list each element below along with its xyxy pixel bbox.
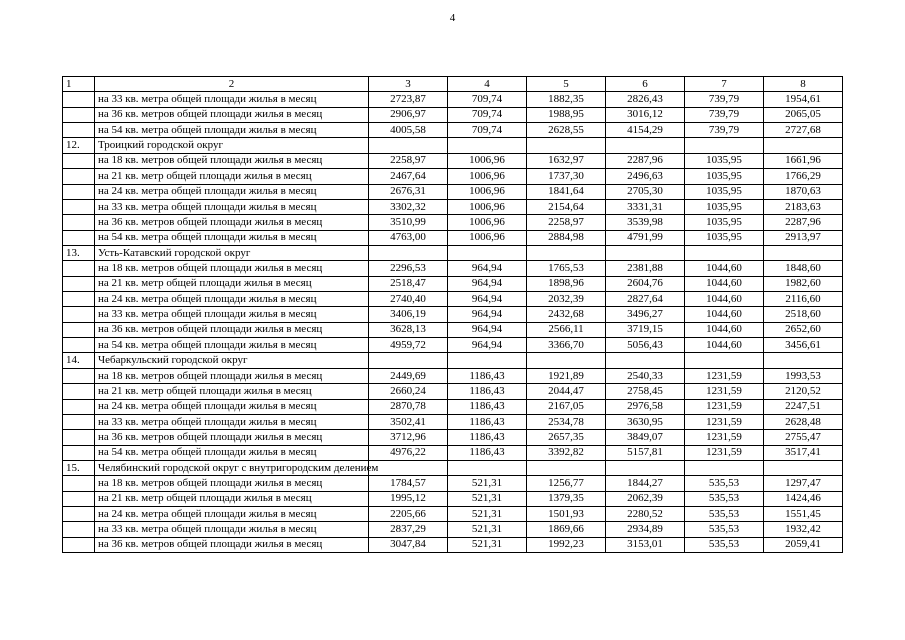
value-cell: 2534,78: [527, 414, 606, 429]
value-cell: 1424,46: [764, 491, 843, 506]
value-cell: 2705,30: [606, 184, 685, 199]
value-cell: 1035,95: [685, 153, 764, 168]
value-cell: 1006,96: [448, 153, 527, 168]
row-label: на 33 кв. метра общей площади жилья в месяц: [95, 199, 369, 214]
empty-cell: [63, 384, 95, 399]
table-row: [63, 476, 843, 491]
value-cell: 2518,47: [369, 276, 448, 291]
value-cell: 1006,96: [448, 184, 527, 199]
empty-cell: [63, 399, 95, 414]
value-cell: 2432,68: [527, 307, 606, 322]
empty-cell: [764, 460, 843, 475]
section-row: [63, 460, 843, 475]
value-cell: 1035,95: [685, 184, 764, 199]
value-cell: 1006,96: [448, 215, 527, 230]
value-cell: 2676,31: [369, 184, 448, 199]
value-cell: 3047,84: [369, 537, 448, 552]
value-cell: 2247,51: [764, 399, 843, 414]
value-cell: 4154,29: [606, 123, 685, 138]
value-cell: 964,94: [448, 322, 527, 337]
value-cell: 1551,45: [764, 507, 843, 522]
value-cell: 3302,32: [369, 199, 448, 214]
table-row: [63, 445, 843, 460]
value-cell: 1231,59: [685, 384, 764, 399]
value-cell: 4791,99: [606, 230, 685, 245]
value-cell: 2032,39: [527, 292, 606, 307]
empty-cell: [63, 338, 95, 353]
value-cell: 1766,29: [764, 169, 843, 184]
value-cell: 4005,58: [369, 123, 448, 138]
value-cell: 2652,60: [764, 322, 843, 337]
value-cell: 2660,24: [369, 384, 448, 399]
value-cell: 1954,61: [764, 92, 843, 107]
empty-cell: [63, 261, 95, 276]
value-cell: 1035,95: [685, 230, 764, 245]
row-label: на 24 кв. метра общей площади жилья в месяц: [95, 399, 369, 414]
value-cell: 2566,11: [527, 322, 606, 337]
value-cell: 2296,53: [369, 261, 448, 276]
value-cell: 709,74: [448, 107, 527, 122]
empty-cell: [63, 123, 95, 138]
value-cell: 3392,82: [527, 445, 606, 460]
value-cell: 2837,29: [369, 522, 448, 537]
value-cell: 1988,95: [527, 107, 606, 122]
value-cell: 1632,97: [527, 153, 606, 168]
empty-cell: [606, 460, 685, 475]
value-cell: 535,53: [685, 522, 764, 537]
value-cell: 4976,22: [369, 445, 448, 460]
value-cell: 1231,59: [685, 399, 764, 414]
value-cell: 1784,57: [369, 476, 448, 491]
table-row: [63, 230, 843, 245]
value-cell: 2884,98: [527, 230, 606, 245]
row-label: на 36 кв. метров общей площади жилья в месяц: [95, 322, 369, 337]
value-cell: 2258,97: [369, 153, 448, 168]
row-label: на 36 кв. метров общей площади жилья в месяц: [95, 107, 369, 122]
value-cell: 2287,96: [606, 153, 685, 168]
value-cell: 2540,33: [606, 368, 685, 383]
section-row: [63, 245, 843, 260]
empty-cell: [63, 230, 95, 245]
value-cell: 2727,68: [764, 123, 843, 138]
empty-cell: [448, 245, 527, 260]
empty-cell: [527, 353, 606, 368]
empty-cell: [527, 245, 606, 260]
table-row: [63, 399, 843, 414]
empty-cell: [63, 368, 95, 383]
row-label: на 36 кв. метров общей площади жилья в месяц: [95, 537, 369, 552]
table-row: [63, 199, 843, 214]
value-cell: 3406,19: [369, 307, 448, 322]
value-cell: 3628,13: [369, 322, 448, 337]
value-cell: 2120,52: [764, 384, 843, 399]
empty-cell: [63, 169, 95, 184]
value-cell: 3331,31: [606, 199, 685, 214]
value-cell: 1379,35: [527, 491, 606, 506]
empty-cell: [63, 414, 95, 429]
value-cell: 1006,96: [448, 230, 527, 245]
value-cell: 1044,60: [685, 307, 764, 322]
empty-cell: [448, 460, 527, 475]
table-row: [63, 368, 843, 383]
empty-cell: [685, 460, 764, 475]
value-cell: 709,74: [448, 92, 527, 107]
row-label: на 21 кв. метр общей площади жилья в месяц: [95, 384, 369, 399]
empty-cell: [685, 138, 764, 153]
value-cell: 2183,63: [764, 199, 843, 214]
value-cell: 2449,69: [369, 368, 448, 383]
table-row: [63, 107, 843, 122]
value-cell: 2826,43: [606, 92, 685, 107]
value-cell: 964,94: [448, 261, 527, 276]
empty-cell: [369, 460, 448, 475]
empty-cell: [63, 184, 95, 199]
value-cell: 1995,12: [369, 491, 448, 506]
value-cell: 1737,30: [527, 169, 606, 184]
value-cell: 1231,59: [685, 445, 764, 460]
empty-cell: [369, 245, 448, 260]
row-label: на 36 кв. метров общей площади жилья в месяц: [95, 215, 369, 230]
section-title: Усть-Катавский городской округ: [95, 245, 369, 260]
row-label: на 36 кв. метров общей площади жилья в месяц: [95, 430, 369, 445]
empty-cell: [63, 92, 95, 107]
value-cell: 1841,64: [527, 184, 606, 199]
value-cell: 1186,43: [448, 384, 527, 399]
value-cell: 964,94: [448, 338, 527, 353]
value-cell: 521,31: [448, 537, 527, 552]
value-cell: 535,53: [685, 507, 764, 522]
value-cell: 1044,60: [685, 292, 764, 307]
value-cell: 2628,55: [527, 123, 606, 138]
value-cell: 1882,35: [527, 92, 606, 107]
value-cell: 3496,27: [606, 307, 685, 322]
value-cell: 3517,41: [764, 445, 843, 460]
section-title: Челябинский городской округ с внутригородским делением: [95, 460, 369, 475]
value-cell: 1035,95: [685, 199, 764, 214]
empty-cell: [764, 353, 843, 368]
value-cell: 1035,95: [685, 169, 764, 184]
section-row: [63, 138, 843, 153]
value-cell: 1870,63: [764, 184, 843, 199]
row-label: на 21 кв. метр общей площади жилья в месяц: [95, 491, 369, 506]
value-cell: 521,31: [448, 522, 527, 537]
value-cell: 1848,60: [764, 261, 843, 276]
value-cell: 1661,96: [764, 153, 843, 168]
value-cell: 2280,52: [606, 507, 685, 522]
tariff-table-body: [63, 77, 843, 553]
empty-cell: [606, 353, 685, 368]
value-cell: 3502,41: [369, 414, 448, 429]
value-cell: 2167,05: [527, 399, 606, 414]
value-cell: 1231,59: [685, 430, 764, 445]
empty-cell: [764, 245, 843, 260]
section-title: Троицкий городской округ: [95, 138, 369, 153]
value-cell: 2467,64: [369, 169, 448, 184]
value-cell: 2657,35: [527, 430, 606, 445]
row-label: на 18 кв. метров общей площади жилья в месяц: [95, 153, 369, 168]
tariff-table: [62, 76, 843, 553]
table-row: [63, 153, 843, 168]
table-row: [63, 292, 843, 307]
empty-cell: [63, 537, 95, 552]
value-cell: 1921,89: [527, 368, 606, 383]
table-row: [63, 184, 843, 199]
table-row: [63, 430, 843, 445]
value-cell: 1044,60: [685, 322, 764, 337]
value-cell: 1186,43: [448, 414, 527, 429]
value-cell: 2906,97: [369, 107, 448, 122]
value-cell: 1186,43: [448, 445, 527, 460]
value-cell: 5056,43: [606, 338, 685, 353]
value-cell: 1765,53: [527, 261, 606, 276]
table-row: [63, 414, 843, 429]
value-cell: 5157,81: [606, 445, 685, 460]
value-cell: 2496,63: [606, 169, 685, 184]
section-number: 14.: [63, 353, 95, 368]
table-row: [63, 507, 843, 522]
table-row: [63, 338, 843, 353]
value-cell: 4763,00: [369, 230, 448, 245]
empty-cell: [606, 138, 685, 153]
value-cell: 521,31: [448, 476, 527, 491]
row-label: на 54 кв. метра общей площади жилья в месяц: [95, 445, 369, 460]
value-cell: 535,53: [685, 537, 764, 552]
value-cell: 739,79: [685, 92, 764, 107]
row-label: на 21 кв. метр общей площади жилья в месяц: [95, 276, 369, 291]
empty-cell: [63, 322, 95, 337]
value-cell: 2381,88: [606, 261, 685, 276]
section-number: 12.: [63, 138, 95, 153]
empty-cell: [685, 353, 764, 368]
value-cell: 1844,27: [606, 476, 685, 491]
value-cell: 2604,76: [606, 276, 685, 291]
value-cell: 535,53: [685, 491, 764, 506]
value-cell: 1186,43: [448, 368, 527, 383]
value-cell: 1035,95: [685, 215, 764, 230]
value-cell: 535,53: [685, 476, 764, 491]
row-label: на 21 кв. метр общей площади жилья в месяц: [95, 169, 369, 184]
empty-cell: [63, 292, 95, 307]
value-cell: 709,74: [448, 123, 527, 138]
value-cell: 3712,96: [369, 430, 448, 445]
empty-cell: [448, 138, 527, 153]
value-cell: 3539,98: [606, 215, 685, 230]
value-cell: 1186,43: [448, 430, 527, 445]
value-cell: 2287,96: [764, 215, 843, 230]
value-cell: 2062,39: [606, 491, 685, 506]
table-row: [63, 322, 843, 337]
value-cell: 1501,93: [527, 507, 606, 522]
value-cell: 3366,70: [527, 338, 606, 353]
row-label: на 33 кв. метра общей площади жилья в месяц: [95, 522, 369, 537]
value-cell: 1982,60: [764, 276, 843, 291]
empty-cell: [63, 476, 95, 491]
value-cell: 2518,60: [764, 307, 843, 322]
value-cell: 2758,45: [606, 384, 685, 399]
value-cell: 3510,99: [369, 215, 448, 230]
table-row: [63, 123, 843, 138]
header-cell: 2: [95, 77, 369, 92]
empty-cell: [63, 445, 95, 460]
row-label: на 18 кв. метров общей площади жилья в месяц: [95, 368, 369, 383]
empty-cell: [369, 353, 448, 368]
row-label: на 33 кв. метра общей площади жилья в месяц: [95, 92, 369, 107]
row-label: на 24 кв. метра общей площади жилья в месяц: [95, 292, 369, 307]
header-cell: 1: [63, 77, 95, 92]
value-cell: 1898,96: [527, 276, 606, 291]
empty-cell: [63, 107, 95, 122]
row-label: на 54 кв. метра общей площади жилья в месяц: [95, 230, 369, 245]
value-cell: 2065,05: [764, 107, 843, 122]
value-cell: 2827,64: [606, 292, 685, 307]
empty-cell: [764, 138, 843, 153]
table-row: [63, 537, 843, 552]
value-cell: 964,94: [448, 292, 527, 307]
header-cell: 3: [369, 77, 448, 92]
value-cell: 2740,40: [369, 292, 448, 307]
value-cell: 3456,61: [764, 338, 843, 353]
value-cell: 1044,60: [685, 276, 764, 291]
table-header-row: [63, 77, 843, 92]
value-cell: 1256,77: [527, 476, 606, 491]
empty-cell: [63, 153, 95, 168]
value-cell: 2870,78: [369, 399, 448, 414]
value-cell: 3153,01: [606, 537, 685, 552]
value-cell: 2723,87: [369, 92, 448, 107]
value-cell: 964,94: [448, 276, 527, 291]
empty-cell: [63, 430, 95, 445]
value-cell: 2755,47: [764, 430, 843, 445]
value-cell: 2934,89: [606, 522, 685, 537]
value-cell: 2258,97: [527, 215, 606, 230]
value-cell: 1297,47: [764, 476, 843, 491]
value-cell: 739,79: [685, 107, 764, 122]
value-cell: 1044,60: [685, 338, 764, 353]
header-cell: 6: [606, 77, 685, 92]
value-cell: 1993,53: [764, 368, 843, 383]
table-row: [63, 522, 843, 537]
header-cell: 8: [764, 77, 843, 92]
empty-cell: [527, 460, 606, 475]
section-title: Чебаркульский городской округ: [95, 353, 369, 368]
value-cell: 521,31: [448, 507, 527, 522]
section-number: 13.: [63, 245, 95, 260]
header-cell: 4: [448, 77, 527, 92]
table-row: [63, 215, 843, 230]
value-cell: 3719,15: [606, 322, 685, 337]
value-cell: 2044,47: [527, 384, 606, 399]
page-number: 4: [449, 12, 456, 24]
row-label: на 54 кв. метра общей площади жилья в месяц: [95, 338, 369, 353]
value-cell: 2976,58: [606, 399, 685, 414]
table-row: [63, 92, 843, 107]
table-row: [63, 491, 843, 506]
row-label: на 18 кв. метров общей площади жилья в месяц: [95, 476, 369, 491]
value-cell: 2205,66: [369, 507, 448, 522]
section-number: 15.: [63, 460, 95, 475]
empty-cell: [63, 491, 95, 506]
table-row: [63, 384, 843, 399]
value-cell: 2154,64: [527, 199, 606, 214]
value-cell: 1869,66: [527, 522, 606, 537]
value-cell: 1992,23: [527, 537, 606, 552]
empty-cell: [63, 199, 95, 214]
value-cell: 1006,96: [448, 169, 527, 184]
header-cell: 7: [685, 77, 764, 92]
empty-cell: [63, 507, 95, 522]
row-label: на 54 кв. метра общей площади жилья в месяц: [95, 123, 369, 138]
empty-cell: [63, 522, 95, 537]
value-cell: 1231,59: [685, 368, 764, 383]
value-cell: 1006,96: [448, 199, 527, 214]
value-cell: 2628,48: [764, 414, 843, 429]
value-cell: 2116,60: [764, 292, 843, 307]
empty-cell: [369, 138, 448, 153]
row-label: на 33 кв. метра общей площади жилья в месяц: [95, 307, 369, 322]
row-label: на 24 кв. метра общей площади жилья в месяц: [95, 507, 369, 522]
table-row: [63, 169, 843, 184]
value-cell: 2913,97: [764, 230, 843, 245]
empty-cell: [63, 307, 95, 322]
empty-cell: [685, 245, 764, 260]
value-cell: 739,79: [685, 123, 764, 138]
value-cell: 1932,42: [764, 522, 843, 537]
table-row: [63, 276, 843, 291]
table-row: [63, 261, 843, 276]
header-cell: 5: [527, 77, 606, 92]
section-row: [63, 353, 843, 368]
value-cell: 3016,12: [606, 107, 685, 122]
value-cell: 3630,95: [606, 414, 685, 429]
value-cell: 964,94: [448, 307, 527, 322]
value-cell: 521,31: [448, 491, 527, 506]
empty-cell: [448, 353, 527, 368]
value-cell: 1186,43: [448, 399, 527, 414]
empty-cell: [606, 245, 685, 260]
value-cell: 1231,59: [685, 414, 764, 429]
value-cell: 1044,60: [685, 261, 764, 276]
row-label: на 24 кв. метра общей площади жилья в месяц: [95, 184, 369, 199]
empty-cell: [63, 276, 95, 291]
table-row: [63, 307, 843, 322]
empty-cell: [63, 215, 95, 230]
empty-cell: [527, 138, 606, 153]
value-cell: 2059,41: [764, 537, 843, 552]
value-cell: 4959,72: [369, 338, 448, 353]
row-label: на 18 кв. метров общей площади жилья в месяц: [95, 261, 369, 276]
row-label: на 33 кв. метра общей площади жилья в месяц: [95, 414, 369, 429]
value-cell: 3849,07: [606, 430, 685, 445]
